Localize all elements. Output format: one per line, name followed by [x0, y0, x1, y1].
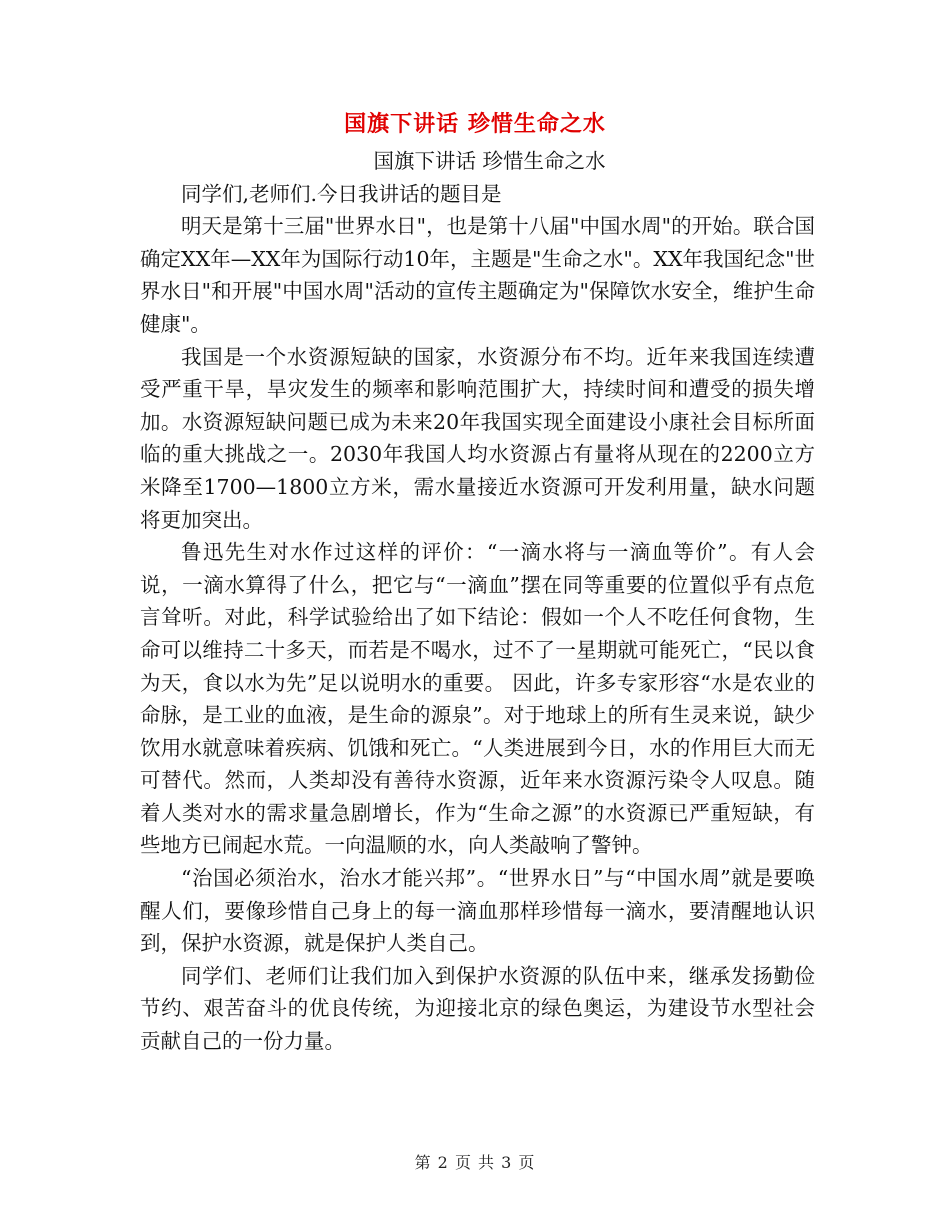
paragraph-importance-of-water: 鲁迅先生对水作过这样的评价：“一滴水将与一滴血等价”。有人会说，一滴水算得了什么，把它与“一滴血”摆在同等重要的位置似乎有点危言耸听。对此，科学试验给出了如下结论：假如一个人不吃任何食物，生命可以维持二十多天，而若是不喝水，过不了一星期就可能死亡，“民以食为天，食以水为先”足以说明水的重要。 因此，许多专家形容“水是农业的命脉，是工业的血液，是生命的源泉”。对于地球上的所有生灵来说，缺少饮用水就意味着疾病、饥饿和死亡。“人类进展到今日，水的作用巨大而无可替代。然而，人类却没有善待水资源，近年来水资源污染令人叹息。随着人类对水的需求量急剧增长，作为“生命之源”的水资源已严重短缺，有些地方已闹起水荒。一向温顺的水，向人类敲响了警钟。 [140, 540, 815, 858]
paragraph-govern-water: “治国必须治水，治水才能兴邦”。“世界水日”与“中国水周”就是要唤醒人们，要像珍惜自己身上的每一滴血那样珍惜每一滴水，要清醒地认识到，保护水资源，就是保护人类自己。 [140, 866, 815, 956]
document-subtitle: 国旗下讲话 珍惜生命之水 [373, 149, 606, 173]
paragraph-water-day: 明天是第十三届"世界水日"，也是第十八届"中国水周"的开始。联合国确定XX年—XX年为国际行动10年，主题是"生命之水"。XX年我国纪念"世界水日"和开展"中国水周"活动的宣传主题确定为"保障饮水安全，维护生命健康"。 [140, 214, 815, 336]
document-body [140, 145, 815, 1058]
document-title: 国旗下讲话 珍惜生命之水 [344, 111, 606, 137]
page-number-footer: 第 2 页 共 3 页 [414, 1153, 536, 1172]
paragraph-greeting: 同学们,老师们.今日我讲话的题目是 [181, 181, 502, 206]
paragraph-water-shortage: 我国是一个水资源短缺的国家，水资源分布不均。近年来我国连续遭受严重干旱，旱灾发生的频率和影响范围扩大，持续时间和遭受的损失增加。水资源短缺问题已成为未来20年我国实现全面建设小康社会目标所面临的重大挑战之一。2030年我国人均水资源占有量将从现在的2200立方米降至1700—1800立方米，需水量接近水资源可开发利用量，缺水问题将更加突出。 [140, 344, 815, 532]
paragraph-call-to-action: 同学们、老师们让我们加入到保护水资源的队伍中来，继承发扬勤俭节约、艰苦奋斗的优良传统，为迎接北京的绿色奥运，为建设节水型社会贡献自己的一份力量。 [140, 963, 815, 1054]
